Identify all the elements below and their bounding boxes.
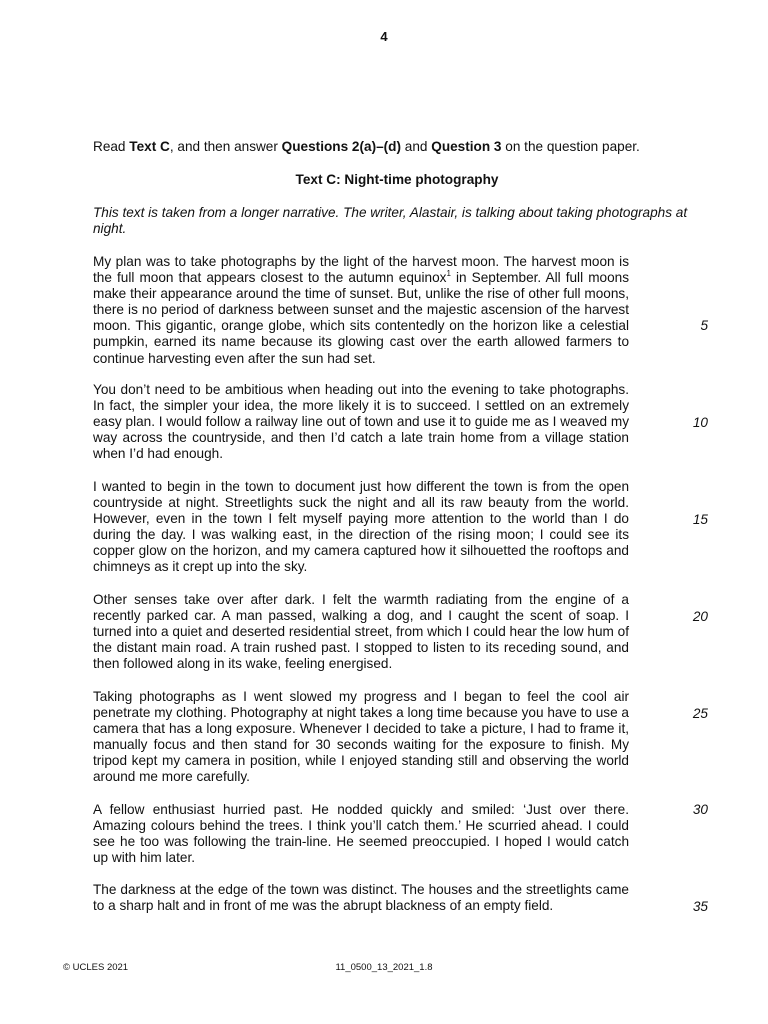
paragraph-3: I wanted to begin in the town to document just how different the town is from the open countryside at night. Streetlights suck the night and all its raw beauty from the world. However, even in the town I felt myself paying more attention to the world than I do during the day. I was walking east, in the direction of the rising moon; I could see its copper glow on the horizon, and my camera captured how it silhouetted the rooftops and chimneys as it crept up into the sky.: [93, 479, 629, 575]
paragraph-text: My plan was to take photographs by the light of the harvest moon. The harvest moon is the full moon that appears closest to the autumn equinox: [93, 254, 629, 286]
footer-copyright: © UCLES 2021: [63, 962, 129, 973]
line-number: 5: [700, 318, 708, 333]
footer-document-code: 11_0500_13_2021_1.8: [335, 962, 433, 973]
paragraph-5: Taking photographs as I went slowed my progress and I began to feel the cool air penetrate my clothing. Photography at night takes a long time because you have to use a camera that has a long exposure. Whenever I decided to take a picture, I had to frame it, manually focus and then stand for 30 seconds waiting for the exposure to finish. My tripod kept my camera in position, while I enjoyed standing still and observing the world around me more carefully.: [93, 689, 629, 785]
intro-text: , and then answer: [169, 139, 282, 154]
page-number: 4: [380, 29, 388, 44]
line-number: 25: [692, 706, 708, 721]
intro-text: on the question paper.: [501, 139, 640, 154]
line-number: 20: [692, 609, 708, 624]
line-number: 30: [692, 802, 708, 817]
text-title: Text C: Night-time photography: [295, 172, 499, 187]
paragraph-7: The darkness at the edge of the town was distinct. The houses and the streetlights came to a sharp halt and in front of me was the abrupt blackness of an empty field.: [93, 882, 629, 914]
intro-bold: Text C: [129, 139, 170, 154]
paragraph-2: You don’t need to be ambitious when heading out into the evening to take photographs. In fact, the simpler your idea, the more likely it is to succeed. I settled on an extremely easy plan. I would follow a railway line out of town and use it to guide me as I weaved my way across the countryside, and then I’d catch a late train home from a village station when I’d had enough.: [93, 382, 629, 462]
paragraph-6: A fellow enthusiast hurried past. He nodded quickly and smiled: ‘Just over there. Amazing colours behind the trees. I think you’ll catch them.’ He scurried ahead. I could see he too was following the train-line. He seemed preoccupied. I hoped I would catch up with him later.: [93, 802, 629, 866]
intro-text: and: [401, 139, 432, 154]
paragraph-4: Other senses take over after dark. I felt the warmth radiating from the engine of a recently parked car. A man passed, walking a dog, and I caught the scent of soap. I turned into a quiet and deserted residential street, from which I could hear the low hum of the distant main road. A train rushed past. I stopped to listen to its receding sound, and then followed along in its wake, feeling energised.: [93, 592, 629, 672]
footnote-marker: 1: [446, 269, 451, 279]
intro-instruction: [93, 139, 713, 155]
line-number: 15: [692, 512, 708, 527]
paragraph-text: in September. All full moons make their appearance around the time of sunset. But, unlike the rise of other full moons, there is no period of darkness between sunset and the majestic ascension of the harvest moon. This gigantic, orange globe, which sits contentedly on the horizon like a celestial pumpkin, earned its name because its glowing cast over the earth allowed farmers to continue harvesting even after the sun had set.: [93, 270, 629, 366]
paragraph-1: [93, 254, 629, 367]
intro-bold: Question 3: [431, 139, 502, 154]
intro-text: Read: [93, 139, 130, 154]
line-number: 10: [692, 415, 708, 430]
intro-bold: Questions 2(a)–(d): [281, 139, 402, 154]
line-number: 35: [692, 899, 708, 914]
lead-description: This text is taken from a longer narrative. The writer, Alastair, is talking about taking photographs at night.: [93, 205, 688, 236]
